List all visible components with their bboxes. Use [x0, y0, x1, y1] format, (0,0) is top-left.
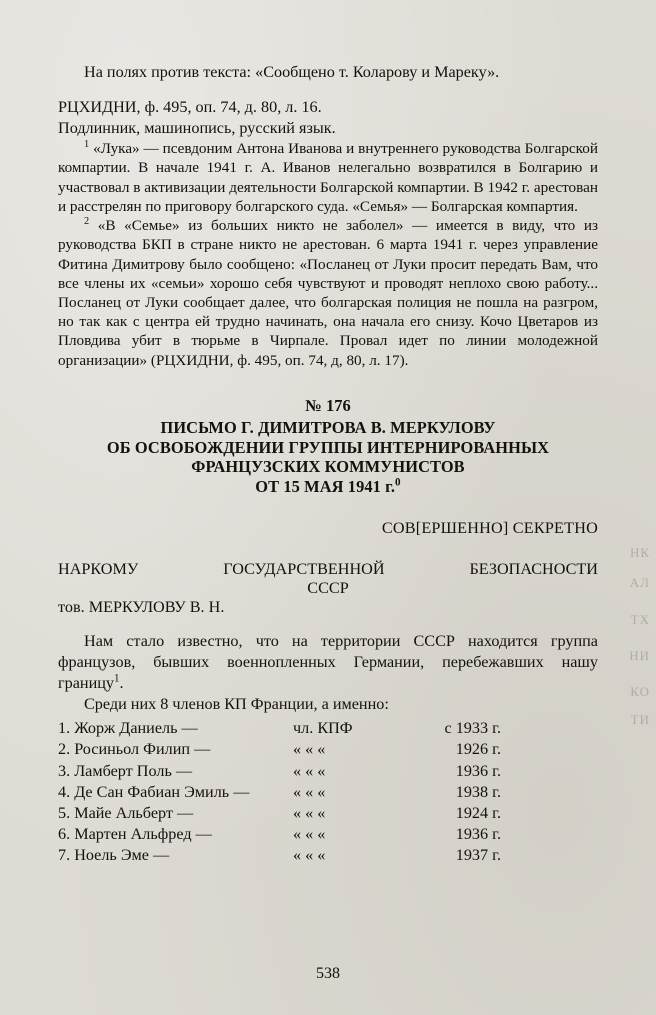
- body-paragraph-text: Нам стало известно, что на территории СССР находится группа французов, бывших военнопленных Германии, перебежавших нашу границу: [58, 632, 598, 693]
- member-name-text: Ламберт Поль —: [74, 761, 193, 780]
- member-name-text: Майе Альберт —: [74, 803, 194, 822]
- member-year: 1938 г.: [455, 782, 501, 801]
- list-item: [58, 761, 598, 782]
- member-year: с 1933 г.: [444, 719, 501, 738]
- document-heading: [58, 396, 598, 497]
- text-column: [58, 62, 598, 866]
- member-number: 4.: [58, 782, 71, 801]
- list-item: [58, 718, 598, 739]
- footnote-2-marker: 2: [84, 216, 90, 227]
- document-title-line-1: ПИСЬМО Г. ДИМИТРОВА В. МЕРКУЛОВУ: [160, 417, 496, 437]
- members-list: [58, 718, 598, 865]
- document-title-line-4-text: ОТ 15 МАЯ 1941 г.: [255, 477, 396, 497]
- list-item: [58, 782, 598, 803]
- archive-description: Подлинник, машинопись, русский язык.: [58, 119, 336, 138]
- bleed-mark: ТИ: [630, 712, 650, 727]
- member-name: [58, 761, 293, 782]
- member-name: [58, 845, 293, 866]
- member-name-text: Де Сан Фабиан Эмиль —: [74, 782, 250, 801]
- member-party: чл. КПФ: [293, 719, 353, 738]
- footnote-1-marker: 1: [84, 139, 90, 151]
- member-party: « « «: [293, 824, 326, 843]
- list-intro: Среди них 8 членов КП Франции, а именно:: [84, 695, 389, 714]
- document-title-line-3: ФРАНЦУЗСКИХ КОММУНИСТОВ: [191, 457, 465, 477]
- body-paragraph-marker: 1: [114, 672, 120, 685]
- footnote-2-text: «В «Семье» из больших никто не заболел» — имеется в виду, что из руководства БКП в стране никто не арестован. 6 марта 1941 г. через управление Фитина Димитрову было сообщено: «Посланец от Луки просит передать Вам, что все члены их «семьи» хорошо себя чувствуют и проводят неплохо свою работу... Посланец от Луки сообщает далее, что болгарская полиция не пошла на разгром, но так как с центра ей трудно начинать, она начала его снизу. Кочо Цветаров из Пловдива убит в тюрьме в Чирпале. Провал идет по линии молодежной организации» (РЦХИДНИ, ф. 495, оп. 74, д, 80, л. 17).: [58, 217, 598, 369]
- member-name: [58, 739, 293, 760]
- member-party: « « «: [293, 803, 326, 822]
- member-name-text: Ноель Эме —: [74, 845, 170, 864]
- member-number: 7.: [58, 845, 71, 864]
- bleed-mark: ТХ: [630, 612, 650, 627]
- archive-reference: РЦХИДНИ, ф. 495, оп. 74, д. 80, л. 16.: [58, 98, 322, 117]
- secrecy-stamp: СОВ[ЕРШЕННО] СЕКРЕТНО: [381, 519, 598, 538]
- footnote-2: [58, 216, 598, 370]
- member-name: [58, 718, 293, 739]
- member-name-text: Мартен Альфред —: [74, 824, 212, 843]
- member-number: 6.: [58, 824, 71, 843]
- member-year: 1924 г.: [455, 803, 501, 822]
- member-name-text: Росиньол Филип —: [74, 740, 211, 759]
- list-item: [58, 739, 598, 760]
- member-number: 5.: [58, 803, 71, 822]
- document-title-marker: 0: [395, 476, 401, 489]
- bleed-mark: КО: [630, 684, 650, 699]
- member-number: 3.: [58, 761, 71, 780]
- member-name: [58, 824, 293, 845]
- addressee-line-1: [58, 560, 598, 579]
- member-party: « « «: [293, 761, 326, 780]
- document-number: № 176: [305, 395, 351, 415]
- body-paragraph-end: .: [119, 674, 124, 693]
- member-number: 1.: [58, 719, 71, 738]
- member-party: « « «: [293, 845, 326, 864]
- member-party: « « «: [293, 740, 326, 759]
- member-name-text: Жорж Даниель —: [74, 719, 198, 738]
- bleed-mark: НК: [629, 545, 650, 560]
- page-number: 538: [316, 965, 340, 982]
- addressee-block: [58, 560, 598, 617]
- document-title: [58, 418, 598, 497]
- addressee-gosbez: ГОСУДАРСТВЕННОЙ: [223, 560, 385, 579]
- addressee-security: БЕЗОПАСНОСТИ: [469, 560, 598, 579]
- member-year: 1936 г.: [455, 824, 501, 843]
- member-name: [58, 803, 293, 824]
- margin-note-line: На полях против текста: «Сообщено т. Коларову и Мареку».: [84, 63, 500, 81]
- member-name: [58, 782, 293, 803]
- member-number: 2.: [58, 740, 71, 759]
- member-year: 1936 г.: [455, 761, 501, 780]
- footnote-1: [58, 139, 598, 216]
- list-item: [58, 845, 598, 866]
- bleed-mark: НИ: [629, 648, 650, 663]
- footnote-1-text: «Лука» — псевдоним Антона Иванова и внутреннего руководства Болгарской компартии. В начале 1941 г. А. Иванов нелегально возвратился в Болгарию и участвовал в активизации деятельности Болгарской компартии. В 1942 г. арестован и расстрелян по приговору болгарского суда. «Семья» — Болгарская компартия.: [58, 140, 598, 215]
- document-title-line-2: ОБ ОСВОБОЖДЕНИИ ГРУППЫ ИНТЕРНИРОВАННЫХ: [106, 437, 550, 457]
- member-year: 1926 г.: [455, 740, 501, 759]
- body-paragraph: [58, 631, 598, 694]
- member-party: « « «: [293, 782, 326, 801]
- addressee-line-2: СССР: [307, 579, 349, 598]
- bleed-mark: АЛ: [629, 575, 650, 590]
- document-title-line-4: [58, 477, 598, 497]
- list-item: [58, 803, 598, 824]
- list-item: [58, 824, 598, 845]
- member-year: 1937 г.: [455, 845, 501, 864]
- addressee-narkom: НАРКОМУ: [58, 560, 139, 579]
- addressee-line-3: тов. МЕРКУЛОВУ В. Н.: [58, 598, 225, 617]
